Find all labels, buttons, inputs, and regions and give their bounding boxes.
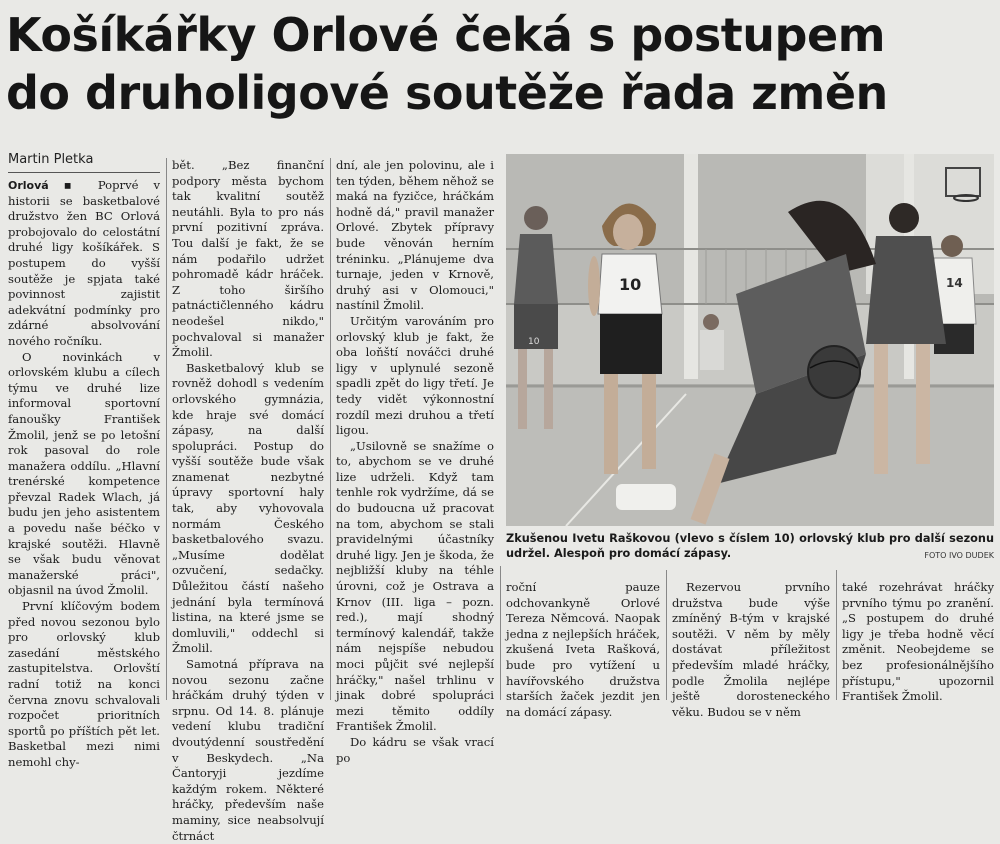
article-column-4 (506, 580, 660, 719)
paragraph: dní, ale jen polovinu, ale i ten týden, během něhož se maká na fyzičce, hráčkám hodně dá," pravil manažer Orlové. Zbytek přípravy bude věnován herním tréninku. „Plánujeme dva turnaje, jeden v Krnově, druhý asi v Olomouci," nastínil Žmolil. (336, 158, 494, 313)
column-divider (500, 566, 501, 700)
article-column-5 (672, 580, 830, 719)
article-column-2 (172, 158, 324, 843)
paragraph: O novinkách v orlovském klubu a cílech týmu ve druhé lize informoval sportovní fanoušky František Žmolil, jenž se po letošní rok pasoval do role manažera oddílu. „Hlavní trenérské kompetence převzal Radek Wlach, já budu jen jeho asistentem a povedu naše béčko v krajské soutěži. Hlavně se však budu věnovat manažerské práci", objasnil na úvod Žmolil. (8, 349, 160, 598)
paragraph: roční pauze odchovankyně Orlové Tereza Němcová. Naopak jedna z nejlepších hráček, zkušená Iveta Rašková, bude pro vytížení u havířovského družstva starších žaček jezdit jen na domácí zápasy. (506, 580, 660, 719)
column-divider (166, 158, 167, 700)
back-player-number: 10 (528, 337, 540, 347)
article-column-6 (842, 580, 994, 704)
dateline: Orlová (8, 179, 49, 192)
paragraph: První klíčovým bodem před novou sezonou bylo pro orlovský klub zasedání městského zastupitelstva. Orlovští radní totiž na konci června znovu schvalovali rozpočet prioritních sportů po příštích pět let. Basketbal mezi nimi nemohl chy- (8, 599, 160, 769)
headline-line-1: Košíkářky Orlové čeká s postupem (6, 8, 886, 62)
lead-paragraph (8, 178, 160, 350)
column-divider (836, 570, 837, 700)
paragraph: bět. „Bez finanční podpory města bychom tak kvalitní soutěž neutáhli. Byla to pro nás první pozitivní zpráva. Tou další je fakt, že se nám podařilo udržet pohromadě kádr hráček. Z toho širšího patnáctičlenného kádru neodešel nikdo," pochvaloval si manažer Žmolil. (172, 158, 324, 360)
photo-credit: FOTO IVO DUDEK (924, 551, 994, 560)
paragraph: Rezervou prvního družstva bude výše zmíněný B-tým v krajské soutěži. V něm by měly dostávat příležitost především mladé hráčky, podle Žmolila nejlépe ještě dorosteneckého věku. Budou se v něm (672, 580, 830, 719)
paragraph: také rozehrávat hráčky prvního týmu po zranění. „S postupem do druhé ligy je třeba hodně věcí změnit. Neobejdeme se bez profesionálnějšího přístupu," upozornil František Žmolil. (842, 580, 994, 704)
paragraph: Samotná příprava na novou sezonu začne hráčkám druhý týden v srpnu. Od 14. 8. plánuje vedení klubu tradiční dvoutýdenní soustředění v Beskydech. „Na Čantoryji jezdíme každým rokem. Některé hráčky, především naše maminy, sice neabsolvují čtrnáct (172, 657, 324, 843)
jersey-number-14: 14 (946, 276, 963, 290)
article-column-3 (336, 158, 494, 765)
jersey-number-10: 10 (619, 275, 642, 294)
paragraph: „Usilovně se snažíme o to, abychom se ve druhé lize udrželi. Když tam tenhle rok vydržíme, dá se do budoucna už pracovat na tom, abychom se stali pravidelnými účastníky druhé ligy. Jen je škoda, že nejbližší kluby na téhle úrovni, což je Ostrava a Krnov (III. liga – pozn. red.), mají shodný termínový kalendář, takže nám nejspíše nebudou moci půjčit své nejlepší hráčky," našel trhlinu v jinak dobré spolupráci mezi těmito oddíly František Žmolil. (336, 438, 494, 734)
headline (6, 6, 996, 122)
column-divider (330, 158, 331, 700)
column-divider (666, 570, 667, 700)
article-column-1 (8, 178, 161, 769)
headline-line-2: do druholigové soutěže řada změn (6, 66, 888, 120)
byline: Martin Pletka (8, 152, 94, 167)
paragraph: Do kádru se však vrací po (336, 734, 494, 765)
dateline-bullet: ▪ (63, 178, 83, 192)
paragraph: Basketbalový klub se rovněž dohodl s vedením orlovského gymnázia, kde hraje své domácí zápasy, na další spolupráci. Postup do vyšší soutěže bude však znamenat nezbytné úpravy sportovní haly tak, aby vyhovovala normám Českého basketbalového svazu. „Musíme dodělat ozvučení, sedačky. Důležitou částí našeho jednání byla termínová listina, na které jsme se domluvili," oddechl si Žmolil. (172, 360, 324, 656)
paragraph-text: Poprvé v historii se basketbalové družstvo žen BC Orlová probojovalo do celostátní druhé ligy košíkářek. S postupem do vyšší soutěže je spjata také povinnost zajistit adekvátní podmínky pro zdárné absolvování nového ročníku. (8, 178, 161, 348)
basketball-photo (506, 154, 994, 526)
byline-rule (8, 172, 160, 173)
basketball-photo-image (506, 154, 994, 526)
paragraph: Určitým varováním pro orlovský klub je fakt, že oba loňští nováčci druhé ligy v uplynulé sezoně spadli zpět do ligy třetí. Je tedy vidět výkonnostní rozdíl mezi druhou a třetí ligou. (336, 313, 494, 438)
photo-caption: Zkušenou Ivetu Raškovou (vlevo s číslem 10) orlovský klub pro další sezonu udržel. Alespoň pro domácí zápasy. (506, 532, 994, 560)
